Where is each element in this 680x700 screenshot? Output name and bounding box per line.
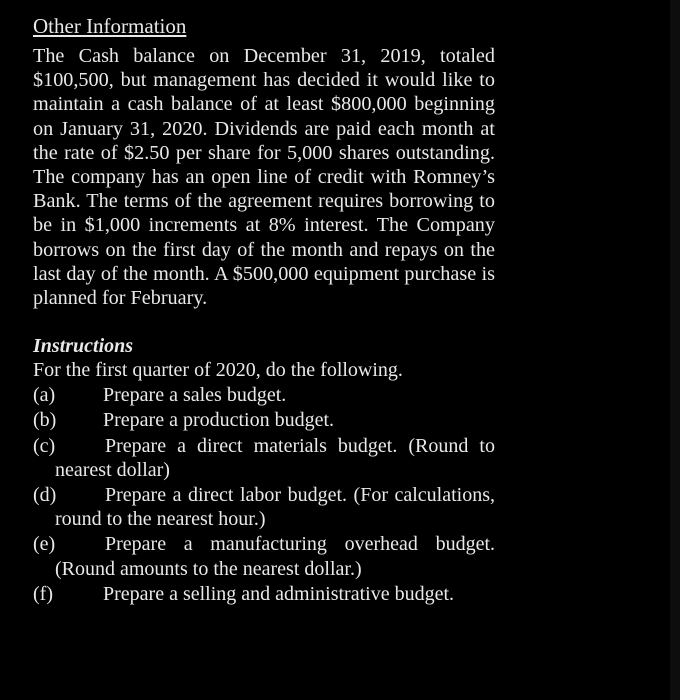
task-text: Prepare a direct materials budget. (Round to nearest dollar) xyxy=(55,434,495,481)
task-text: Prepare a selling and administrative budget. xyxy=(103,582,455,605)
task-c xyxy=(33,434,495,482)
task-marker: (e) xyxy=(33,533,56,556)
task-a xyxy=(33,383,495,407)
task-f xyxy=(33,582,495,606)
task-text: Prepare a production budget. xyxy=(103,409,335,432)
instructions-title: Instructions xyxy=(33,335,134,358)
task-marker: (b) xyxy=(33,409,57,432)
instructions-intro: For the first quarter of 2020, do the following. xyxy=(33,359,403,382)
task-text: Prepare a direct labor budget. (For calculations, round to the nearest hour.) xyxy=(55,484,495,531)
task-d xyxy=(33,483,495,531)
task-e xyxy=(33,532,495,580)
task-b xyxy=(33,408,495,432)
task-marker: (d) xyxy=(33,484,57,507)
task-marker: (f) xyxy=(33,582,53,605)
document-content xyxy=(33,14,495,607)
task-text: Prepare a manufacturing overhead budget. (Round amounts to the nearest dollar.) xyxy=(55,533,495,580)
section-heading: Other Information xyxy=(33,14,187,38)
right-edge xyxy=(670,0,680,700)
task-marker: (c) xyxy=(33,434,56,457)
task-text: Prepare a sales budget. xyxy=(103,384,287,407)
other-information-paragraph: The Cash balance on December 31, 2019, totaled $100,500, but management has decided it would like to maintain a cash balance of at least $800,000 beginning on January 31, 2020. Dividends are paid each month at the rate of $2.50 per share for 5,000 shares outstanding. The company has an open line of credit with Romney’s Bank. The terms of the agreement requires borrowing to be in $1,000 increments at 8% interest. The Company borrows on the first day of the month and repays on the last day of the month. A $500,000 equipment purchase is planned for February. xyxy=(33,45,495,310)
task-marker: (a) xyxy=(33,384,56,407)
